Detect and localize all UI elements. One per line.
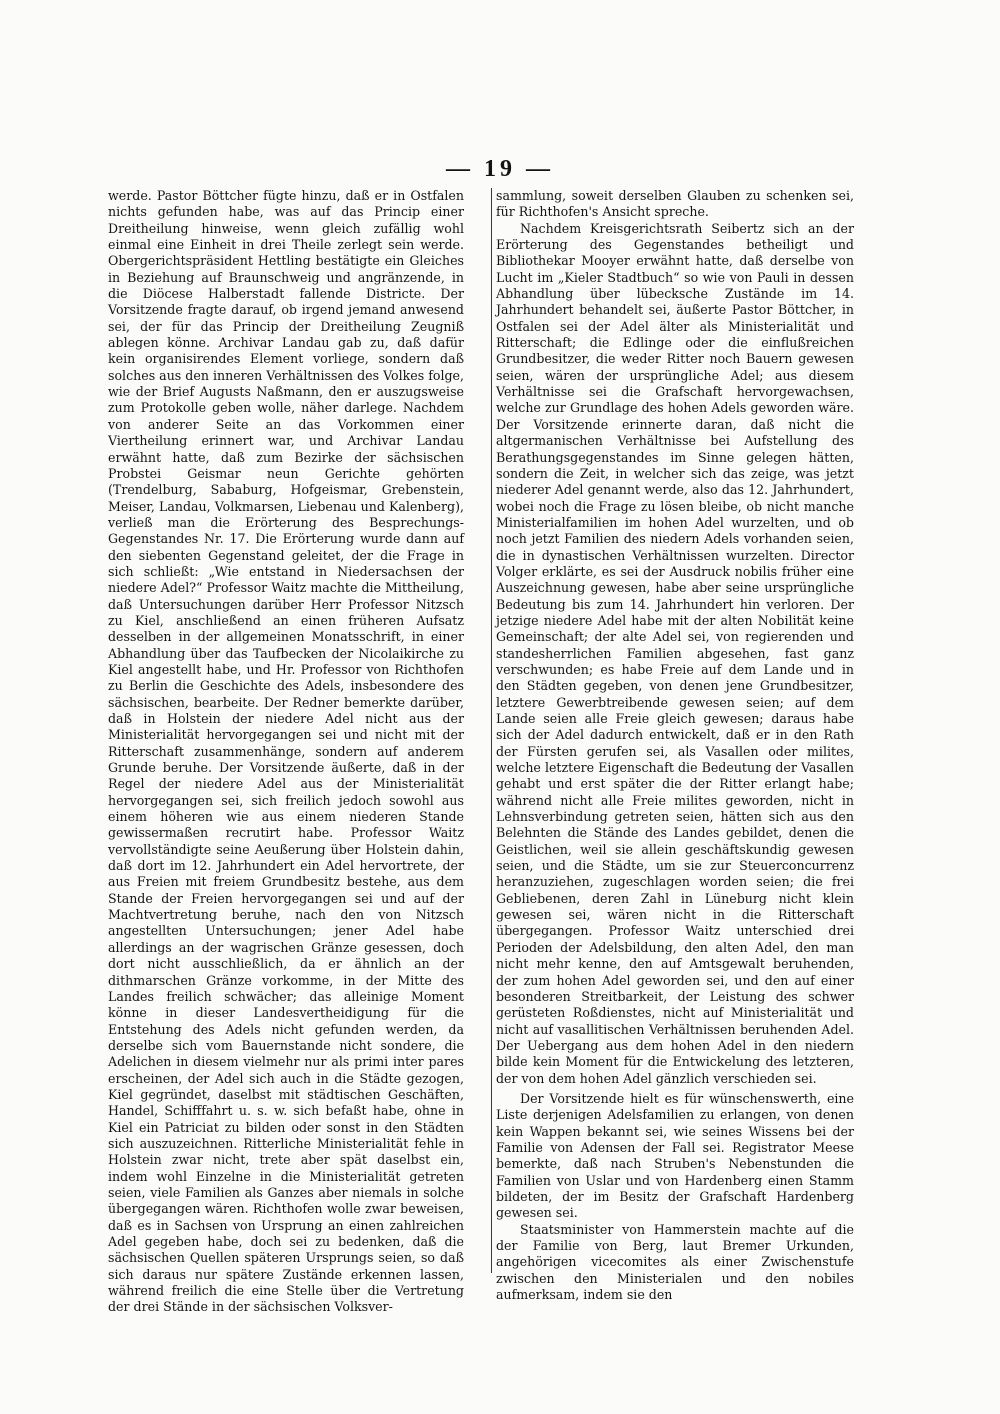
paragraph: werde. Pastor Böttcher fügte hinzu, daß er in Ostfalen nichts gefunden habe, was auf das Princip einer Dreitheilung hinweise, wenn gleich zufällig wohl einmal eine Einheit in drei Theile zerlegt sein werde. Obergerichtspräsident Hettling bestätigte ein Gleiches in Beziehung auf Braunschweig und angränzende, in die Diöcese Halberstadt fallende Districte. Der Vorsitzende fragte darauf, ob irgend jemand anwesend sei, der für das Princip der Dreitheilung Zeugniß ablegen könne. Archivar Landau gab zu, daß dafür kein organisirendes Element vorliege, sondern daß solches aus den inneren Verhältnissen des Volkes folge, wie der Brief Augusts Naßmann, den er auszugsweise zum Protokolle geben wolle, näher darlege. Nachdem von anderer Seite an das Vorkommen einer Viertheilung erinnert war, und Archivar Landau erwähnt hatte, daß zum Bezirke der sächsischen Probstei Geismar neun Gerichte gehörten (Trendelburg, Sababurg, Hofgeismar, Grebenstein, Meiser, Landau, Volkmarsen, Liebenau und Kalenberg), verließ man die Erörterung des Besprechungs-Gegenstandes Nr. 17. Die Erörterung wurde dann auf den siebenten Gegenstand geleitet, der die Frage in sich schließt: „Wie entstand in Niedersachsen der niedere Adel?“ Professor Waitz machte die Mittheilung, daß Untersuchungen darüber Herr Professor Nitzsch zu Kiel, anschließend an einen früheren Aufsatz desselben in der allgemeinen Monatsschrift, in einer Abhandlung über das Taufbecken der Nicolaikirche zu Kiel angestellt habe, und Hr. Professor von Richthofen zu Berlin die Geschichte des Adels, insbesondere des sächsischen, bearbeite. Der Redner bemerkte darüber, daß in Holstein der niedere Adel nicht aus der Ministerialität hervorgegangen sei und nicht mit der Ritterschaft zusammenhänge, sondern auf anderem Grunde beruhe. Der Vorsitzende äußerte, daß in der Regel der niedere Adel aus der Ministerialität hervorgegangen sei, sich freilich jedoch sowohl aus einem höheren wie aus einem niederen Stande gewissermaßen recrutirt habe. Professor Waitz vervollständigte seine Aeußerung über Holstein dahin, daß dort im 12. Jahrhundert ein Adel hervortrete, der aus Freien mit freiem Grundbesitz bestehe, aus dem Stande der Freien hervorgegangen sei und auf der Machtvertretung beruhe, nach den von Nitzsch angestellten Untersuchungen; jener Adel habe allerdings an der wagrischen Gränze gesessen, doch dort nicht ausschließlich, da er ähnlich an der dithmarschen Gränze vorkomme, in der Mitte des Landes freilich schwächer; das alleinige Moment könne in dieser Landesvertheidigung für die Entstehung des Adels nicht gefunden werden, da derselbe sich vom Bauernstande nicht sondere, die Adelichen in diesem vielmehr nur als primi inter pares erscheinen, der Adel sich auch in die Städte gezogen, Kiel gegründet, daselbst mit städtischen Geschäften, Handel, Schifffahrt u. s. w. sich befaßt habe, ohne in Kiel ein Patriciat zu bilden oder sonst in den Städten sich auszuzeichnen. Ritterliche Ministerialität fehle in Holstein zwar nicht, trete aber spät daselbst ein, indem wohl Einzelne in die Ministerialität getreten seien, viele Familien als Ganzes aber niemals in solche übergegangen wären. Richthofen wolle zwar beweisen, daß es in Sachsen von Ursprung an einen zahlreichen Adel gegeben habe, doch sei zu bedenken, daß die sächsischen Quellen späteren Ursprungs seien, so daß sich daraus nur spätere Zustände erkennen lassen, während freilich die eine Stelle über die Vertretung der drei Stände in der sächsischen Volksver- xyxy=(108,188,464,1315)
column-divider xyxy=(491,188,492,1273)
page-number: — 19 — xyxy=(446,156,554,182)
right-text-column xyxy=(496,188,854,1303)
left-text-column xyxy=(108,188,464,1315)
paragraph: Der Vorsitzende hielt es für wünschenswerth, eine Liste derjenigen Adelsfamilien zu erlangen, von denen kein Wappen bekannt sei, wie seines Wissens bei der Familie von Adensen der Fall sei. Registrator Meese bemerkte, daß nach Struben's Nebenstunden die Familien von Uslar und von Hardenberg einen Stamm bildeten, der im Besitz der Grafschaft Hardenberg gewesen sei. xyxy=(496,1090,854,1221)
paragraph: Staatsminister von Hammerstein machte auf die der Familie von Berg, laut Bremer Urkunden, angehörigen vicecomites als einer Zwischenstufe zwischen den Ministerialen und den nobiles aufmerksam, indem sie den xyxy=(496,1221,854,1303)
paragraph: Nachdem Kreisgerichtsrath Seibertz sich an der Erörterung des Gegenstandes betheiligt und Bibliothekar Mooyer erwähnt hatte, daß derselbe von Lucht im „Kieler Stadtbuch“ so wie von Pauli in dessen Abhandlung über lübecksche Zustände im 14. Jahrhundert behandelt sei, äußerte Pastor Böttcher, in Ostfalen sei der Adel älter als Ministerialität und Ritterschaft; die Edlinge oder die einflußreichen Grundbesitzer, die weder Ritter noch Bauern gewesen seien, wären der ursprüngliche Adel; aus diesem Verhältnisse sei die Grafschaft hervorgewachsen, welche zur Grundlage des hohen Adels geworden wäre. Der Vorsitzende erinnerte daran, daß nicht die altgermanischen Verhältnisse bei Aufstellung des Berathungsgegenstandes im Sinne gelegen hätten, sondern die Zeit, in welcher sich das zeige, was jetzt niederer Adel genannt werde, also das 12. Jahrhundert, wobei noch die Frage zu lösen bleibe, ob nicht manche Ministerialfamilien im hohen Adel wurzelten, und ob noch jetzt Familien des niedern Adels vorhanden seien, die in dynastischen Verhältnissen wurzelten. Director Volger erklärte, es sei der Ausdruck nobilis früher eine Auszeichnung gewesen, habe aber seine ursprüngliche Bedeutung bis zum 14. Jahrhundert hin verloren. Der jetzige niedere Adel habe mit der alten Nobilität keine Gemeinschaft; der alte Adel sei, von regierenden und standesherrlichen Familien abgesehen, fast ganz verschwunden; es habe Freie auf dem Lande und in den Städten gegeben, von denen jene Grundbesitzer, letztere Gewerbtreibende gewesen seien; auf dem Lande seien alle Freie gleich gewesen; daraus habe sich der Adel dadurch entwickelt, daß er in den Rath der Fürsten gerufen sei, als Vasallen oder milites, welche letztere Eigenschaft die Bedeutung der Vasallen gehabt und erst später die der Ritter erlangt habe; während nicht alle Freie milites geworden, nicht in Lehnsverbindung getreten seien, hätten sich aus den Belehnten die Stände des Landes gebildet, denen die Geistlichen, weil sie allein geschäftskundig gewesen seien, und die Städte, um sie zur Steuerconcurrenz heranzuziehen, zugeschlagen worden seien; die frei Gebliebenen, deren Zahl in Lüneburg nicht klein gewesen sei, wären nicht in die Ritterschaft übergegangen. Professor Waitz unterschied drei Perioden der Adelsbildung, den alten Adel, den man nicht mehr kenne, den auf Amtsgewalt beruhenden, der zum hohen Adel geworden sei, und den auf einer besonderen Streitbarkeit, der Leistung des schwer gerüsteten Roßdienstes, nicht auf Ministerialität und nicht auf vasallitischen Verhältnissen beruhenden Adel. Der Uebergang aus dem hohen Adel in den niedern bilde kein Moment für die Entwickelung des letzteren, der von dem hohen Adel gänzlich verschieden sei. xyxy=(496,220,854,1086)
paragraph: sammlung, soweit derselben Glauben zu schenken sei, für Richthofen's Ansicht spreche. xyxy=(496,188,854,220)
